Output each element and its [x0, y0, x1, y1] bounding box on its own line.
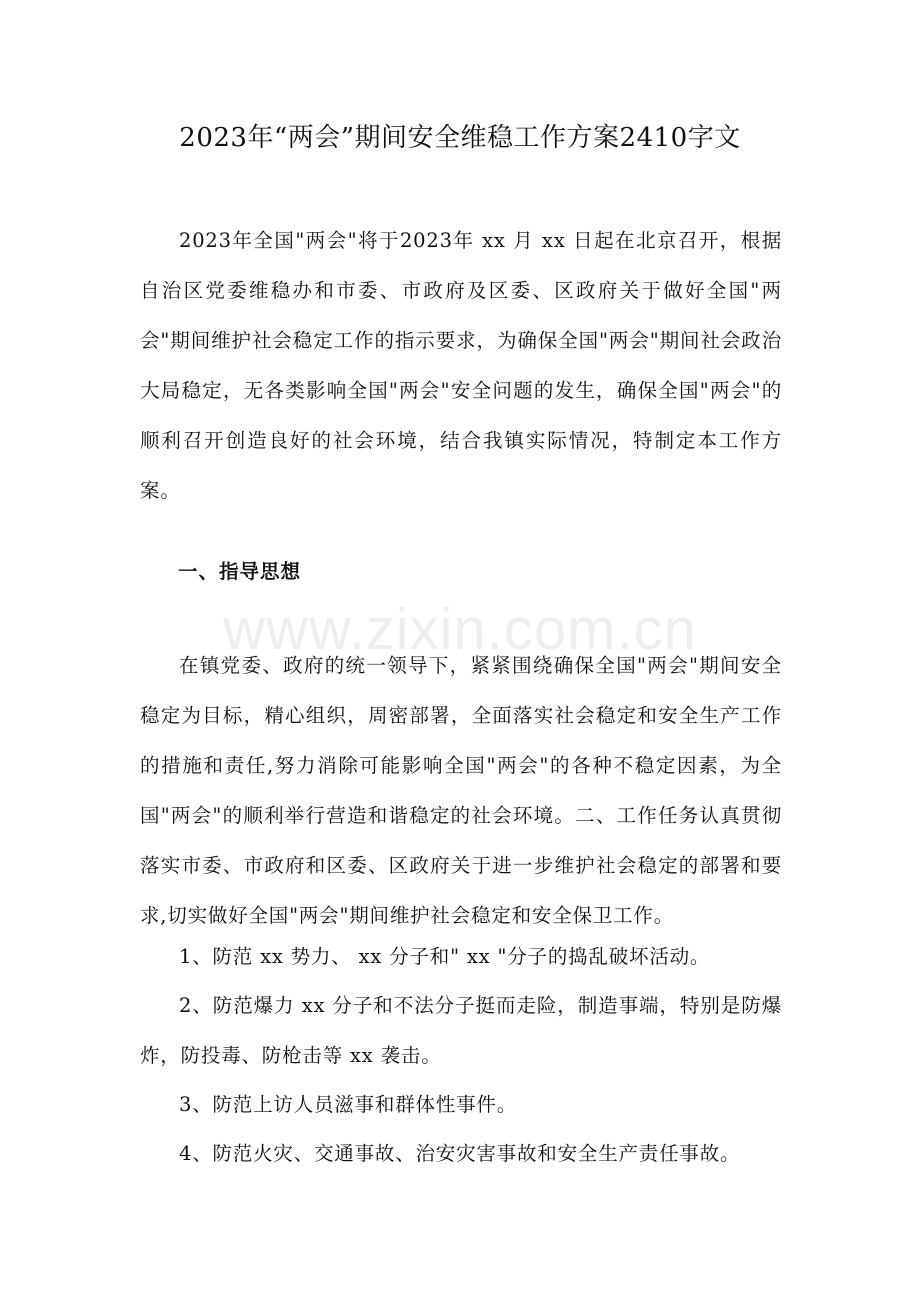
- list-item: 2、防范爆力 xx 分子和不法分子挺而走险，制造事端，特别是防爆炸，防投毒、防枪击等 xx 袭击。: [140, 994, 782, 1067]
- section-body-paragraph: 在镇党委、政府的统一领导下，紧紧围绕确保全国"两会"期间安全稳定为目标，精心组织，周密部署，全面落实社会稳定和安全生产工作的措施和责任,努力消除可能影响全国"两会"的各种不稳定因素，为全国"两会"的顺利举行营造和谐稳定的社会环境。二、工作任务认真贯彻落实市委、市政府和区委、区政府关于进一步维护社会稳定的部署和要求,切实做好全国"两会"期间维护社会稳定和安全保卫工作。: [140, 654, 782, 927]
- list-item: 3、防范上访人员滋事和群体性事件。: [179, 1093, 518, 1116]
- section-heading-guiding-ideology: 一、指导思想: [178, 560, 302, 583]
- list-item: 4、防范火灾、交通事故、治安灾害事故和安全生产责任事故。: [179, 1142, 741, 1165]
- list-item: 1、防范 xx 势力、 xx 分子和" xx "分子的捣乱破坏活动。: [179, 945, 711, 968]
- document-title: 2023年“两会”期间安全维稳工作方案2410字文: [179, 123, 741, 153]
- watermark: www.zixin.com.cn: [223, 597, 697, 662]
- intro-paragraph: 2023年全国"两会"将于2023年 xx 月 xx 日起在北京召开，根据自治区党委维稳办和市委、市政府及区委、区政府关于做好全国"两会"期间维护社会稳定工作的指示要求，为确保全国"两会"期间社会政治大局稳定，无各类影响全国"两会"安全问题的发生，确保全国"两会"的顺利召开创造良好的社会环境，结合我镇实际情况，特制定本工作方案。: [140, 229, 782, 502]
